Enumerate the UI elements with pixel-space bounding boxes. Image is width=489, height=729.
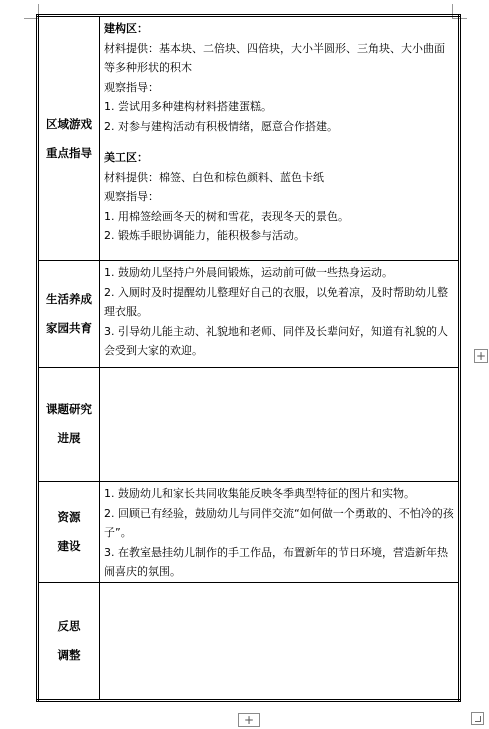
block-spacer — [104, 136, 454, 148]
content-line: 1. 用棉签绘画冬天的树和雪花，表现冬天的景色。 — [104, 209, 349, 223]
table-body — [38, 16, 460, 701]
content-line: 2. 锻炼手眼协调能力，能积极参与活动。 — [104, 229, 305, 242]
table-row — [38, 482, 460, 583]
content-line: 2. 入厕时及时提醒幼儿整理好自己的衣服，以免着凉，及时帮助幼儿整理衣服。 — [104, 285, 448, 319]
row-label-line: 反思 — [57, 619, 81, 634]
row-label-line: 课题研究 — [46, 402, 92, 417]
content-line: 3. 在教室悬挂幼儿制作的手工作品，布置新年的节日环境，营造新年热闹喜庆的氛围。 — [104, 545, 448, 579]
row-label — [38, 482, 100, 583]
row-label-line: 进展 — [57, 431, 81, 446]
row-label-line: 资源 — [57, 510, 81, 525]
row-label — [38, 583, 100, 701]
row-content[interactable] — [100, 367, 460, 482]
content-line: 观察指导： — [104, 190, 159, 203]
row-label — [38, 367, 100, 482]
content-line: 材料提供：棉签、白色和棕色颜料、蓝色卡纸 — [104, 170, 324, 184]
row-content[interactable] — [100, 482, 460, 583]
content-line: 材料提供：基本块、二倍块、四倍块，大小半圆形、三角块、大小曲面等多种形状的积木 — [104, 41, 445, 74]
weekly-plan-table — [36, 14, 461, 702]
content-line: 观察指导： — [104, 80, 159, 94]
table-row — [38, 583, 460, 701]
content-line: 2. 回顾已有经验，鼓励幼儿与同伴交流“如何做一个勇敢的、不怕冷的孩子”。 — [104, 506, 454, 540]
row-content[interactable] — [100, 261, 460, 367]
section-heading: 建构区： — [104, 22, 148, 35]
row-label-line: 重点指导 — [46, 145, 92, 160]
add-column-button[interactable]: + — [475, 349, 487, 363]
content-line: 2. 对参与建构活动有积极情绪，愿意合作搭建。 — [104, 119, 338, 133]
row-label-line: 调整 — [57, 648, 81, 663]
row-label-line: 区域游戏 — [46, 116, 92, 131]
section-heading: 美工区： — [104, 151, 148, 164]
row-label-line: 建设 — [57, 539, 81, 554]
table-row — [38, 367, 460, 482]
content-line: 1. 鼓励幼儿坚持户外晨间锻炼，运动前可做一些热身运动。 — [104, 266, 393, 280]
row-label — [38, 261, 100, 367]
row-content[interactable] — [100, 583, 460, 701]
table-row — [38, 261, 460, 367]
row-label — [38, 16, 100, 261]
row-content[interactable] — [100, 16, 460, 261]
table-resize-handle[interactable] — [471, 712, 484, 725]
content-line: 3. 引导幼儿能主动、礼貌地和老师、同伴及长辈问好，知道有礼貌的人会受到大家的欢迎。 — [104, 324, 448, 358]
table-row — [38, 16, 460, 261]
add-row-button[interactable]: + — [238, 713, 260, 727]
content-line: 1. 鼓励幼儿和家长共同收集能反映冬季典型特征的图片和实物。 — [104, 487, 415, 501]
row-label-line: 生活养成 — [46, 291, 92, 306]
content-line: 1. 尝试用多种建构材料搭建蛋糕。 — [104, 100, 272, 113]
row-label-line: 家园共育 — [46, 320, 92, 335]
